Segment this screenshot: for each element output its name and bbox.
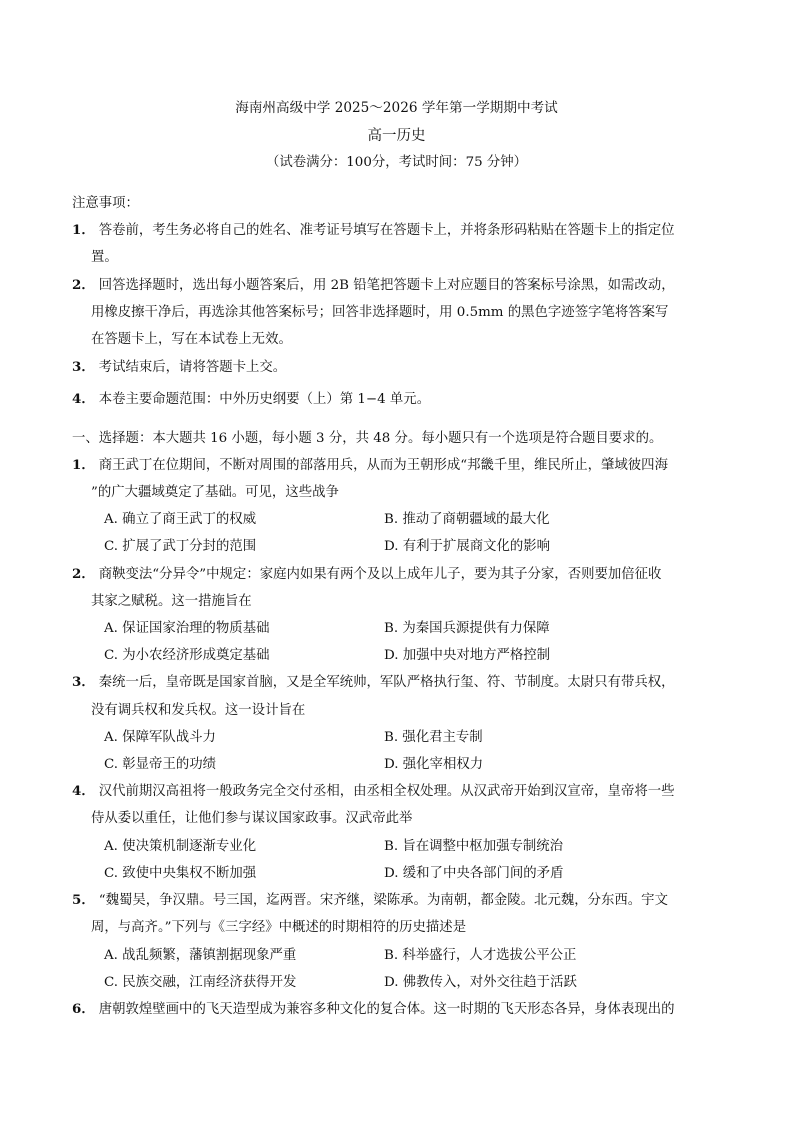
option-a: A. 确立了商王武丁的权威: [104, 512, 257, 527]
question-number: 6．: [72, 1001, 95, 1017]
option-d: D. 加强中央对地方严格控制: [384, 648, 551, 663]
question-number: 5．: [72, 892, 95, 908]
exam-title: 海南州高级中学 2025～2026 学年第一学期期中考试: [235, 100, 558, 116]
option-b: B. 推动了商朝疆域的最大化: [384, 512, 550, 527]
notice-number: 1．: [72, 222, 95, 238]
question-number: 3．: [72, 674, 95, 690]
option-b: B. 旨在调整中枢加强专制统治: [384, 839, 564, 854]
option-a: A. 保障军队战斗力: [104, 730, 216, 745]
question-number: 2．: [72, 566, 95, 582]
notice-text-cont: 用橡皮擦干净后，再选涂其他答案标号；回答非选择题时，用 0.5mm 的黑色字迹签字笔将答案写: [91, 305, 669, 320]
question-3: [72, 671, 675, 690]
notice-text-cont: 在答题卡上，写在本试卷上无效。: [91, 332, 292, 347]
question-text-cont: 没有调兵权和发兵权。这一设计旨在: [91, 703, 306, 718]
option-c: C. 扩展了武丁分封的范围: [104, 539, 257, 554]
question-text: 秦统一后，皇帝既是国家首脑，又是全军统帅，军队严格执行玺、符、节制度。太尉只有带兵权，: [98, 675, 675, 690]
notice-text: 考试结束后，请将答题卡上交。: [98, 360, 287, 375]
notice-number: 4．: [72, 391, 95, 407]
option-d: D. 佛教传入，对外交往趋于活跃: [384, 975, 577, 990]
question-text-cont: 侍从委以重任，让他们参与谋议国家政事。汉武帝此举: [91, 811, 413, 826]
notice-item-1: [72, 219, 675, 238]
question-text: “魏蜀吴，争汉鼎。号三国，迄两晋。宋齐继，梁陈承。为南朝，都金陵。北元魏，分东西。宇文: [98, 893, 668, 908]
option-c: C. 彰显帝王的功绩: [104, 757, 217, 772]
option-c: C. 致使中央集权不断加强: [104, 866, 257, 881]
question-text: 汉代前期汉高祖将一般政务完全交付丞相，由丞相全权处理。从汉武帝开始到汉宣帝，皇帝将一些: [98, 784, 675, 799]
question-text-cont: 周，与高齐。”下列与《三字经》中概述的时期相符的历史描述是: [91, 920, 467, 935]
option-a: A. 战乱频繁，藩镇割据现象严重: [104, 948, 297, 963]
notice-text: 答卷前，考生务必将自己的姓名、准考证号填写在答题卡上，并将条形码粘贴在答题卡上的指定位: [98, 223, 675, 238]
section-heading: 一、选择题：本大题共 16 小题，每小题 3 分，共 48 分。每小题只有一个选项是符合题目要求的。: [72, 431, 663, 446]
question-2: [72, 563, 661, 582]
question-1: [72, 454, 668, 473]
question-text: 商鞅变法“分异令”中规定：家庭内如果有两个及以上成年儿子，要为其子分家，否则要加倍征收: [98, 567, 662, 582]
notice-item-2: [72, 274, 675, 293]
question-6: [72, 998, 675, 1017]
question-text-cont: 其家之赋税。这一措施旨在: [91, 594, 252, 609]
question-number: 1．: [72, 457, 95, 473]
notice-item-4: [72, 388, 430, 407]
notice-heading: 注意事项：: [72, 196, 139, 211]
option-c: C. 为小农经济形成奠定基础: [104, 648, 270, 663]
notice-text: 本卷主要命题范围：中外历史纲要（上）第 1−4 单元。: [98, 392, 431, 407]
subject-title: 高一历史: [367, 128, 426, 144]
option-a: A. 使决策机制逐渐专业化: [104, 839, 257, 854]
question-text-cont: ”的广大疆域奠定了基础。可见，这些战争: [91, 485, 339, 500]
option-b: B. 强化君主专制: [384, 730, 483, 745]
exam-info: （试卷满分：100分，考试时间：75 分钟）: [265, 155, 528, 170]
question-5: [72, 889, 668, 908]
option-c: C. 民族交融，江南经济获得开发: [104, 975, 297, 990]
option-d: D. 有利于扩展商文化的影响: [384, 539, 551, 554]
option-a: A. 保证国家治理的物质基础: [104, 621, 270, 636]
option-d: D. 强化宰相权力: [384, 757, 484, 772]
option-b: B. 科举盛行，人才选拔公平公正: [384, 948, 577, 963]
option-d: D. 缓和了中央各部门间的矛盾: [384, 866, 564, 881]
question-4: [72, 780, 675, 799]
notice-number: 3．: [72, 359, 95, 375]
question-text: 商王武丁在位期间，不断对周围的部落用兵，从而为王朝形成“邦畿千里，维民所止，肇域彼四海: [98, 458, 668, 473]
notice-text: 回答选择题时，选出每小题答案后，用 2B 铅笔把答题卡上对应题目的答案标号涂黑，如需改动，: [98, 278, 675, 293]
question-number: 4．: [72, 783, 95, 799]
question-text: 唐朝敦煌壁画中的飞天造型成为兼容多种文化的复合体。这一时期的飞天形态各异，身体表现出的: [98, 1002, 675, 1017]
notice-number: 2．: [72, 277, 95, 293]
option-b: B. 为秦国兵源提供有力保障: [384, 621, 550, 636]
notice-item-3: [72, 356, 286, 375]
notice-text-cont: 置。: [91, 250, 118, 265]
